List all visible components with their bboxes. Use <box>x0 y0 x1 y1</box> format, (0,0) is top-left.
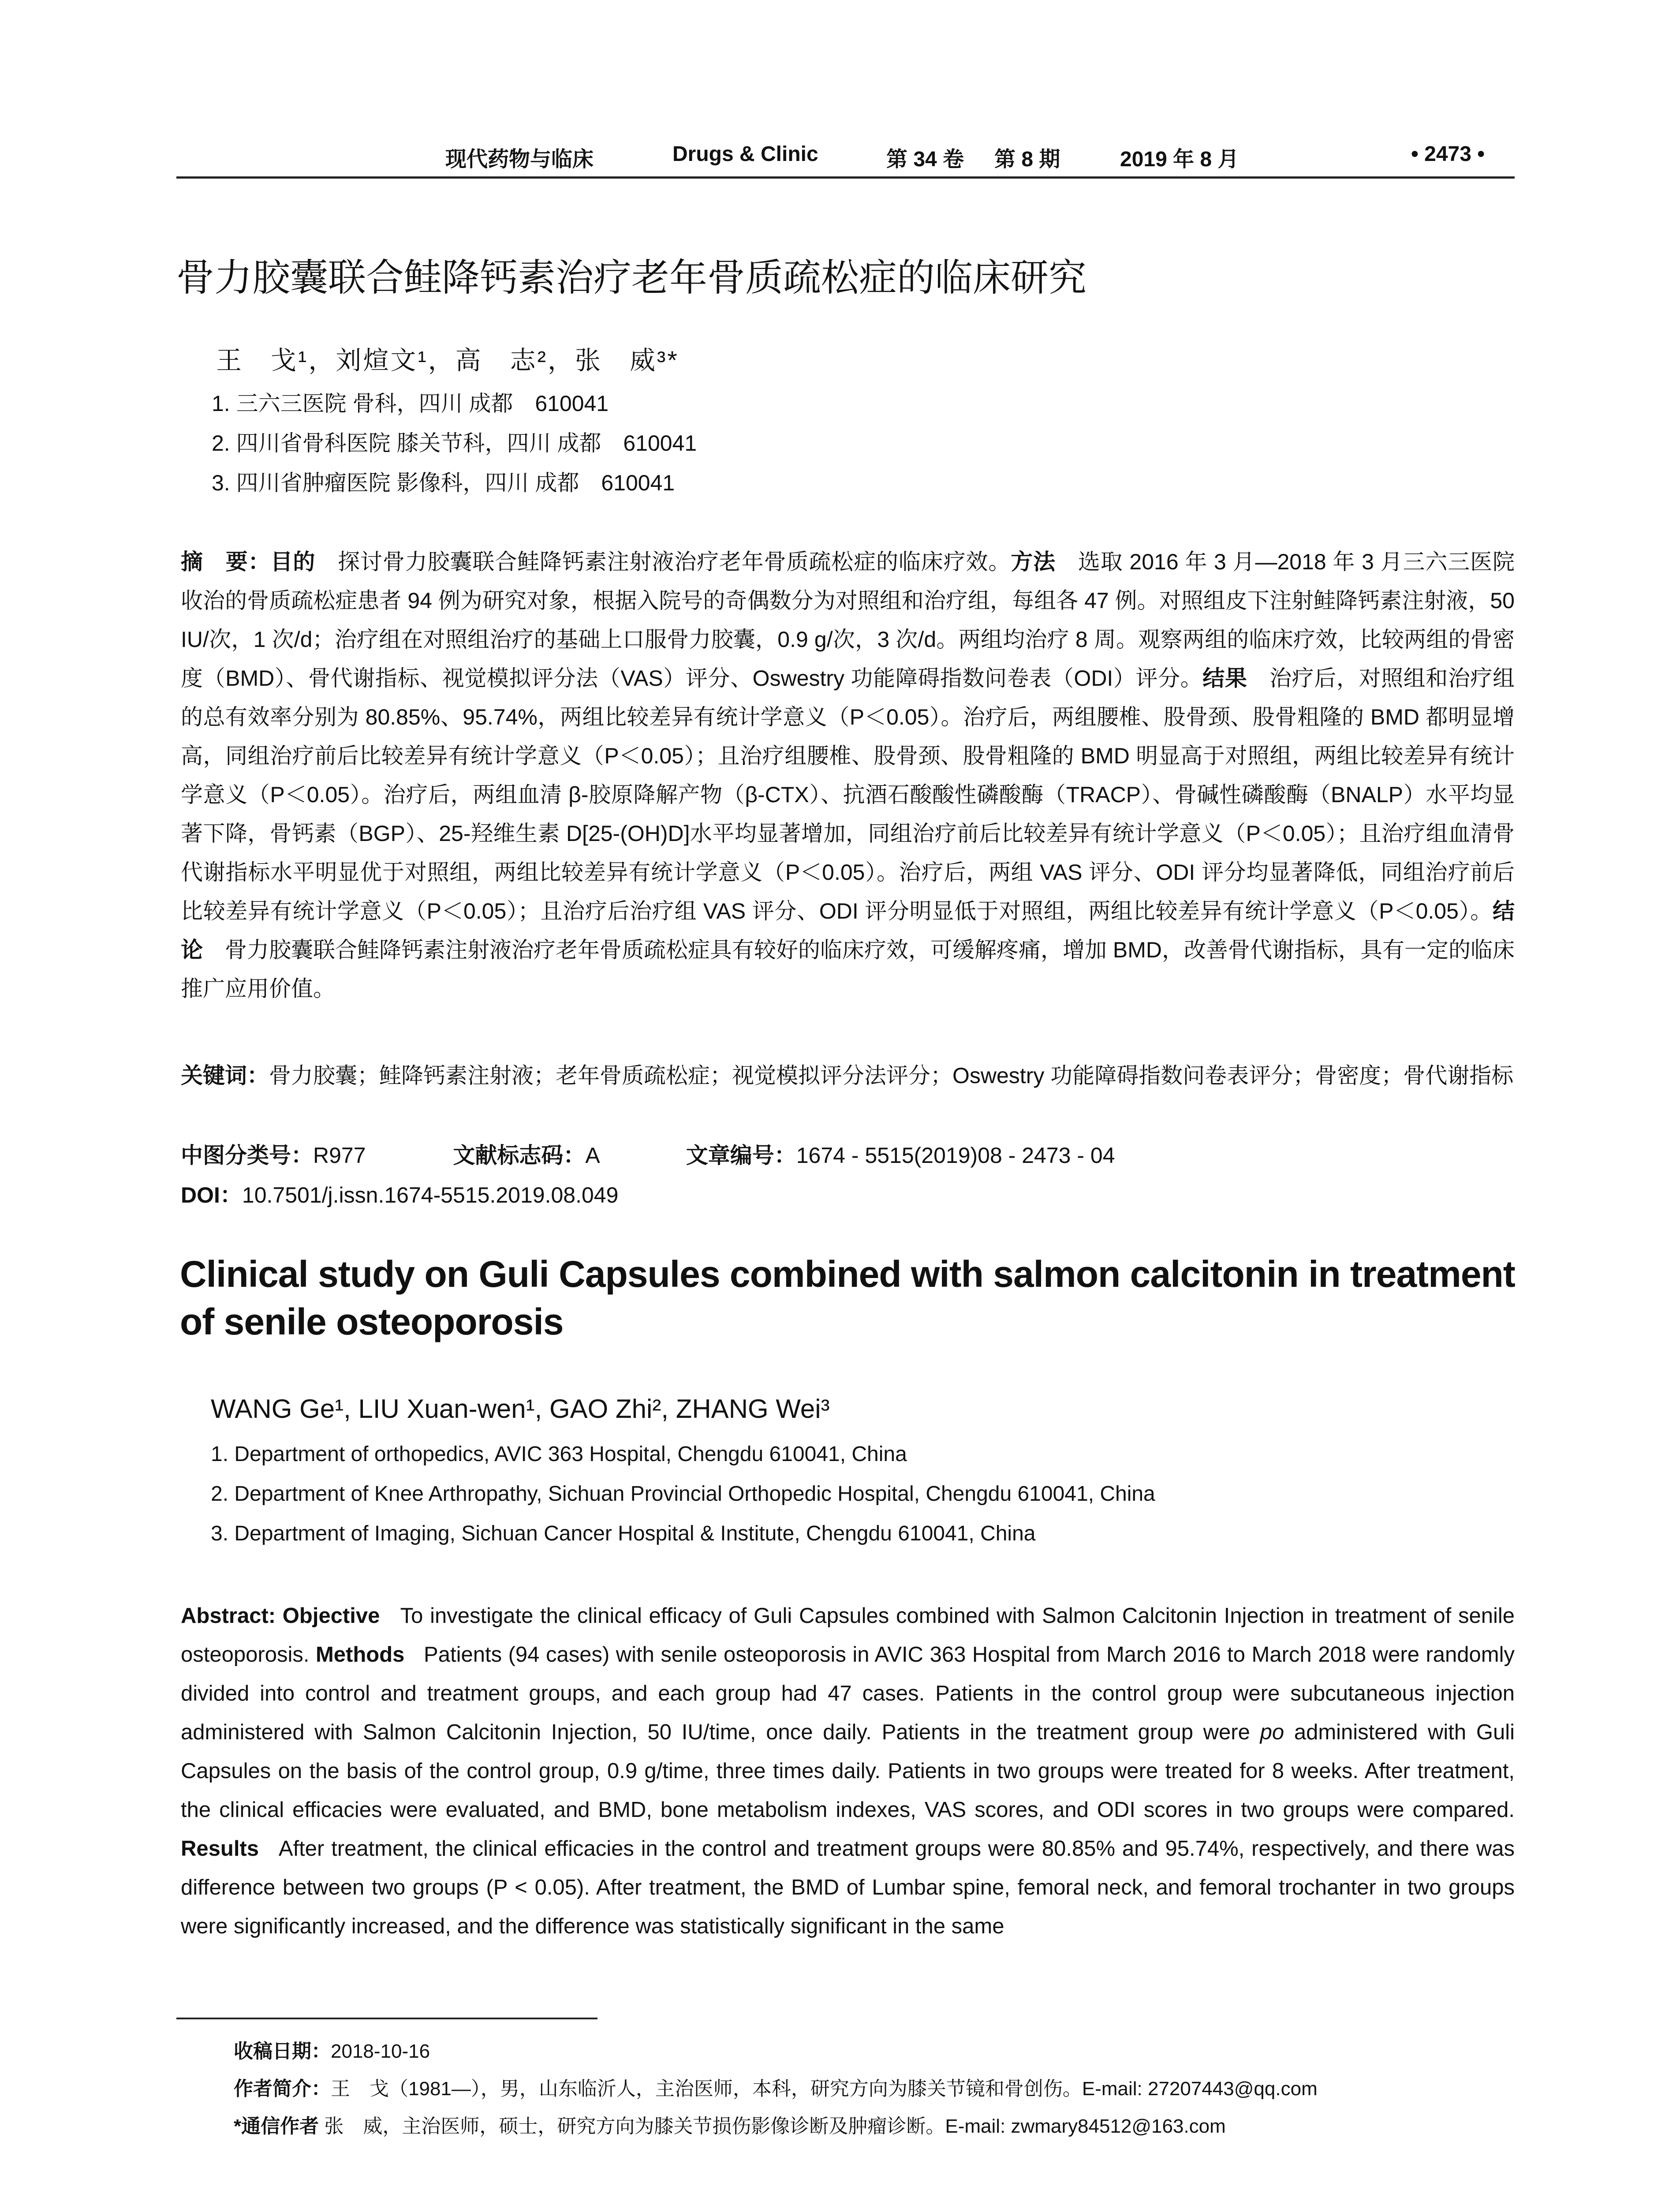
author-bio-label: 作者简介： <box>234 2078 331 2100</box>
article-no-label: 文章编号： <box>686 1143 796 1168</box>
received-date: 2018-10-16 <box>331 2041 430 2062</box>
methods-label-cn: 方法 <box>1011 549 1056 574</box>
abstract-label-en: Abstract: <box>181 1604 276 1628</box>
methods-text-cn: 选取 2016 年 3 月—2018 年 3 月三六三医院收治的骨质疏松症患者 94 例为研究对象，根据入院号的奇偶数分为对照组和治疗组，每组各 47 例。对照组皮下注射鲑降钙素注射液，50 IU/次，1 次/d；治疗组在对照组治疗的基础上口服骨力胶囊，0.9 g/次，3 次/d。两组均治疗 8 周。观察两组的临床疗效，比较两组的骨密度（BMD）、骨代谢指标、视觉模拟评分法（VAS）评分、Oswestry 功能障碍指数问卷表（ODI）评分。 <box>181 549 1515 691</box>
journal-volume: 第 34 卷 <box>886 148 964 171</box>
journal-name-cn: 现代药物与临床 <box>445 148 594 171</box>
footnote-author <box>234 2073 1318 2101</box>
abstract-cn <box>181 542 1515 1008</box>
doi-line <box>181 1177 618 1209</box>
affiliation-cn-1: 1. 三六三医院 骨科，四川 成都 610041 <box>212 391 609 416</box>
journal-issue: 第 8 期 <box>994 148 1060 171</box>
header-rule <box>176 176 1515 179</box>
footnote-received <box>234 2035 430 2063</box>
affiliation-cn-3: 3. 四川省肿瘤医院 影像科，四川 成都 610041 <box>212 471 675 495</box>
objective-text-cn: 探讨骨力胶囊联合鲑降钙素注射液治疗老年骨质疏松症的临床疗效。 <box>338 549 1011 574</box>
clc-value: R977 <box>313 1143 366 1168</box>
doc-code-label: 文献标志码： <box>453 1143 586 1168</box>
affiliation-en-3: 3. Department of Imaging, Sichuan Cancer Hospital & Institute, Chengdu 610041, China <box>211 1522 1036 1545</box>
objective-label-cn: 目的 <box>270 549 316 574</box>
doc-code-value: A <box>585 1143 599 1168</box>
keywords-label-cn: 关键词： <box>181 1063 269 1088</box>
methods-text-en-2: administered with Guli Capsules on the basis of the control group, 0.9 g/time, three times daily. Patients in two groups were treated for 8 weeks. After treatment, the clinical efficacies were evaluated, and BMD, bone metabolism indexes, VAS scores, and ODI scores in two groups were compared. <box>181 1720 1515 1822</box>
doi-label: DOI： <box>181 1183 242 1207</box>
abstract-label-cn: 摘 要： <box>181 549 271 574</box>
clc-label: 中图分类号： <box>181 1143 313 1168</box>
keywords-cn <box>181 1056 1515 1095</box>
journal-date: 2019 年 8 月 <box>1120 148 1239 171</box>
objective-text-en: To investigate the clinical efficacy of Guli Capsules combined with Salmon Calcitonin Injection in treatment of senile osteoporosis. <box>181 1604 1515 1667</box>
conclusion-text-cn: 骨力胶囊联合鲑降钙素注射液治疗老年骨质疏松症具有较好的临床疗效，可缓解疼痛，增加 BMD，改善骨代谢指标，具有一定的临床推广应用价值。 <box>181 938 1515 1001</box>
author-bio: 王 戈（1981—），男，山东临沂人，主治医师，本科，研究方向为膝关节镜和骨创伤。E-mail: 27207443@qq.com <box>331 2078 1318 2100</box>
corresponding-label: *通信作者 <box>234 2115 319 2137</box>
page-number: • 2473 • <box>1411 142 1485 166</box>
keywords-text-cn: 骨力胶囊；鲑降钙素注射液；老年骨质疏松症；视觉模拟评分法评分；Oswestry 功能障碍指数问卷表评分；骨密度；骨代谢指标 <box>269 1063 1514 1088</box>
article-title-en: Clinical study on Guli Capsules combined with salmon calcitonin in treatment of senile osteoporosis <box>180 1253 1515 1342</box>
running-header <box>176 142 1515 177</box>
methods-po: po <box>1260 1720 1284 1744</box>
author-list-en: WANG Ge¹, LIU Xuan-wen¹, GAO Zhi², ZHANG Wei³ <box>211 1394 830 1424</box>
footnote-rule <box>176 2018 597 2019</box>
results-label-cn: 结果 <box>1202 666 1247 691</box>
methods-label-en: Methods <box>315 1643 405 1667</box>
journal-name-en: Drugs & Clinic <box>672 142 818 166</box>
received-label: 收稿日期： <box>234 2041 331 2062</box>
affiliation-en-2: 2. Department of Knee Arthropathy, Sichuan Provincial Orthopedic Hospital, Chengdu 610041, China <box>211 1482 1155 1506</box>
article-no-value: 1674 - 5515(2019)08 - 2473 - 04 <box>796 1143 1115 1168</box>
objective-label-en: Objective <box>282 1604 380 1628</box>
affiliation-cn-2: 2. 四川省骨科医院 膝关节科，四川 成都 610041 <box>212 431 697 456</box>
results-text-en: After treatment, the clinical efficacies in the control and treatment groups were 80.85% and 95.74%, respectively, and there was difference between two groups (P < 0.05). After treatment, the BMD of Lumbar spine, femoral neck, and femoral trochanter in two groups were significantly increased, and the difference was statistically significant in the same <box>181 1837 1515 1938</box>
methods-text-en-1: Patients (94 cases) with senile osteoporosis in AVIC 363 Hospital from March 2016 to March 2018 were randomly divided into control and treatment groups, and each group had 47 cases. Patients in the control group were subcutaneous injection administered with Salmon Calcitonin Injection, 50 IU/time, once daily. Patients in the treatment group were <box>181 1643 1515 1744</box>
results-text-cn: 治疗后，对照组和治疗组的总有效率分别为 80.85%、95.74%，两组比较差异有统计学意义（P＜0.05）。治疗后，两组腰椎、股骨颈、股骨粗隆的 BMD 都明显增高，同组治疗前后比较差异有统计学意义（P＜0.05）；且治疗组腰椎、股骨颈、股骨粗隆的 BMD 明显高于对照组，两组比较差异有统计学意义（P＜0.05）。治疗后，两组血清 β-胶原降解产物（β-CTX）、抗酒石酸酸性磷酸酶（TRACP）、骨碱性磷酸酶（BNALP）水平均显著下降，骨钙素（BGP）、25-羟维生素 D[25-(OH)D]水平均显著增加，同组治疗前后比较差异有统计学意义（P＜0.05）；且治疗组血清骨代谢指标水平明显优于对照组，两组比较差异有统计学意义（P＜0.05）。治疗后，两组 VAS 评分、ODI 评分均显著降低，同组治疗前后比较差异有统计学意义（P＜0.05）；且治疗后治疗组 VAS 评分、ODI 评分明显低于对照组，两组比较差异有统计学意义（P＜0.05）。 <box>181 666 1515 923</box>
affiliation-en-1: 1. Department of orthopedics, AVIC 363 Hospital, Chengdu 610041, China <box>211 1443 907 1466</box>
conclusion-label-cn: 结论 <box>181 899 1515 962</box>
corresponding-bio: 张 威，主治医师，硕士，研究方向为膝关节损伤影像诊断及肿瘤诊断。E-mail: zwmary84512@163.com <box>324 2115 1226 2137</box>
classification-line <box>181 1138 1115 1170</box>
doi-value: 10.7501/j.issn.1674-5515.2019.08.049 <box>242 1183 619 1207</box>
footnote-corresponding <box>234 2110 1226 2138</box>
results-label-en: Results <box>181 1837 259 1861</box>
article-title-cn: 骨力胶囊联合鲑降钙素治疗老年骨质疏松症的临床研究 <box>176 257 1086 299</box>
author-list-cn: 王 戈¹，刘煊文¹，高 志²，张 威³* <box>216 346 679 375</box>
abstract-en <box>181 1596 1515 1946</box>
